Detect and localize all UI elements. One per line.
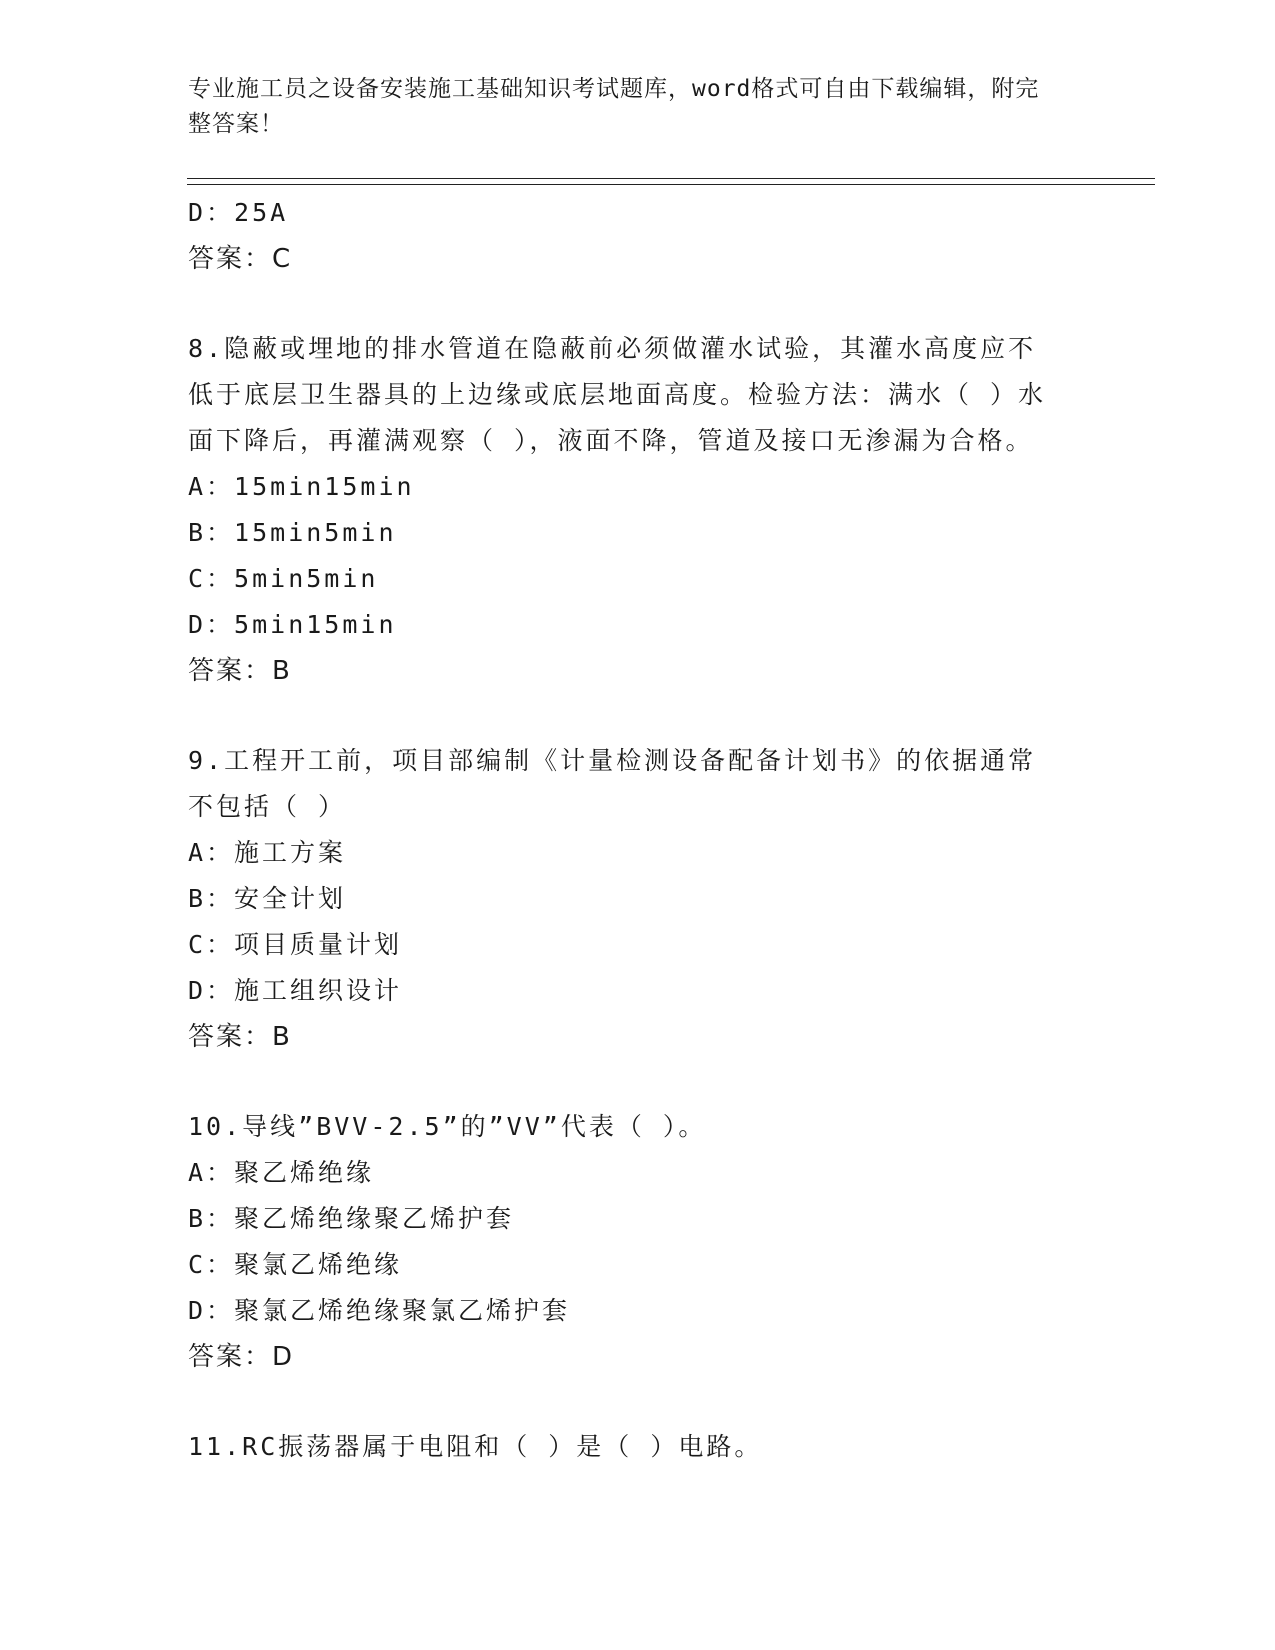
stem-line: 面下降后，再灌满观察（ ），液面不降，管道及接口无渗漏为合格。: [188, 426, 1034, 455]
option-b: B：15min5min: [188, 518, 397, 547]
option-d: D：25A: [188, 198, 289, 227]
header-divider-bottom: [187, 184, 1155, 185]
stem-line: 9.工程开工前，项目部编制《计量检测设备配备计划书》的依据通常: [188, 746, 1037, 775]
answer-line: 答案：C: [188, 244, 293, 274]
spacer: [188, 694, 1088, 738]
stem-line: 10.导线”BVV-2.5”的”VV”代表（ ）。: [188, 1112, 707, 1141]
question-11: [188, 1424, 1088, 1470]
option-b: B：安全计划: [188, 884, 347, 913]
document-body: [188, 190, 1088, 1470]
answer-line: 答案：B: [188, 656, 292, 686]
stem-line: 低于底层卫生器具的上边缘或底层地面高度。检验方法：满水（ ）水: [188, 380, 1047, 409]
question-stem: [188, 326, 1068, 464]
stem-line: 8.隐蔽或埋地的排水管道在隐蔽前必须做灌水试验，其灌水高度应不: [188, 334, 1037, 363]
spacer: [188, 1060, 1088, 1104]
option-a: A：15min15min: [188, 472, 415, 501]
stem-line: 不包括（ ）: [188, 792, 347, 821]
option-c: C：项目质量计划: [188, 930, 403, 959]
option-a: A：聚乙烯绝缘: [188, 1158, 375, 1187]
answer-line: 答案：B: [188, 1022, 292, 1052]
question-10: [188, 1104, 1088, 1380]
question-9: [188, 738, 1088, 1060]
header-divider-top: [187, 178, 1155, 179]
question-stem: [188, 1424, 1068, 1470]
option-d: D：施工组织设计: [188, 976, 403, 1005]
stem-line: 11.RC振荡器属于电阻和（ ）是（ ）电路。: [188, 1432, 763, 1461]
option-b: B：聚乙烯绝缘聚乙烯护套: [188, 1204, 515, 1233]
option-c: C：5min5min: [188, 564, 379, 593]
header-line-2: 整答案！: [188, 111, 284, 137]
question-8: [188, 326, 1088, 694]
header-line-1: 专业施工员之设备安装施工基础知识考试题库，word格式可自由下载编辑，附完: [188, 76, 1040, 102]
spacer: [188, 1380, 1088, 1424]
question-stem: [188, 738, 1068, 830]
question-stem: [188, 1104, 1068, 1150]
spacer: [188, 282, 1088, 326]
option-d: D：聚氯乙烯绝缘聚氯乙烯护套: [188, 1296, 571, 1325]
option-c: C：聚氯乙烯绝缘: [188, 1250, 403, 1279]
answer-line: 答案：D: [188, 1342, 295, 1372]
option-a: A：施工方案: [188, 838, 347, 867]
option-d: D：5min15min: [188, 610, 397, 639]
document-header: [188, 72, 1068, 142]
